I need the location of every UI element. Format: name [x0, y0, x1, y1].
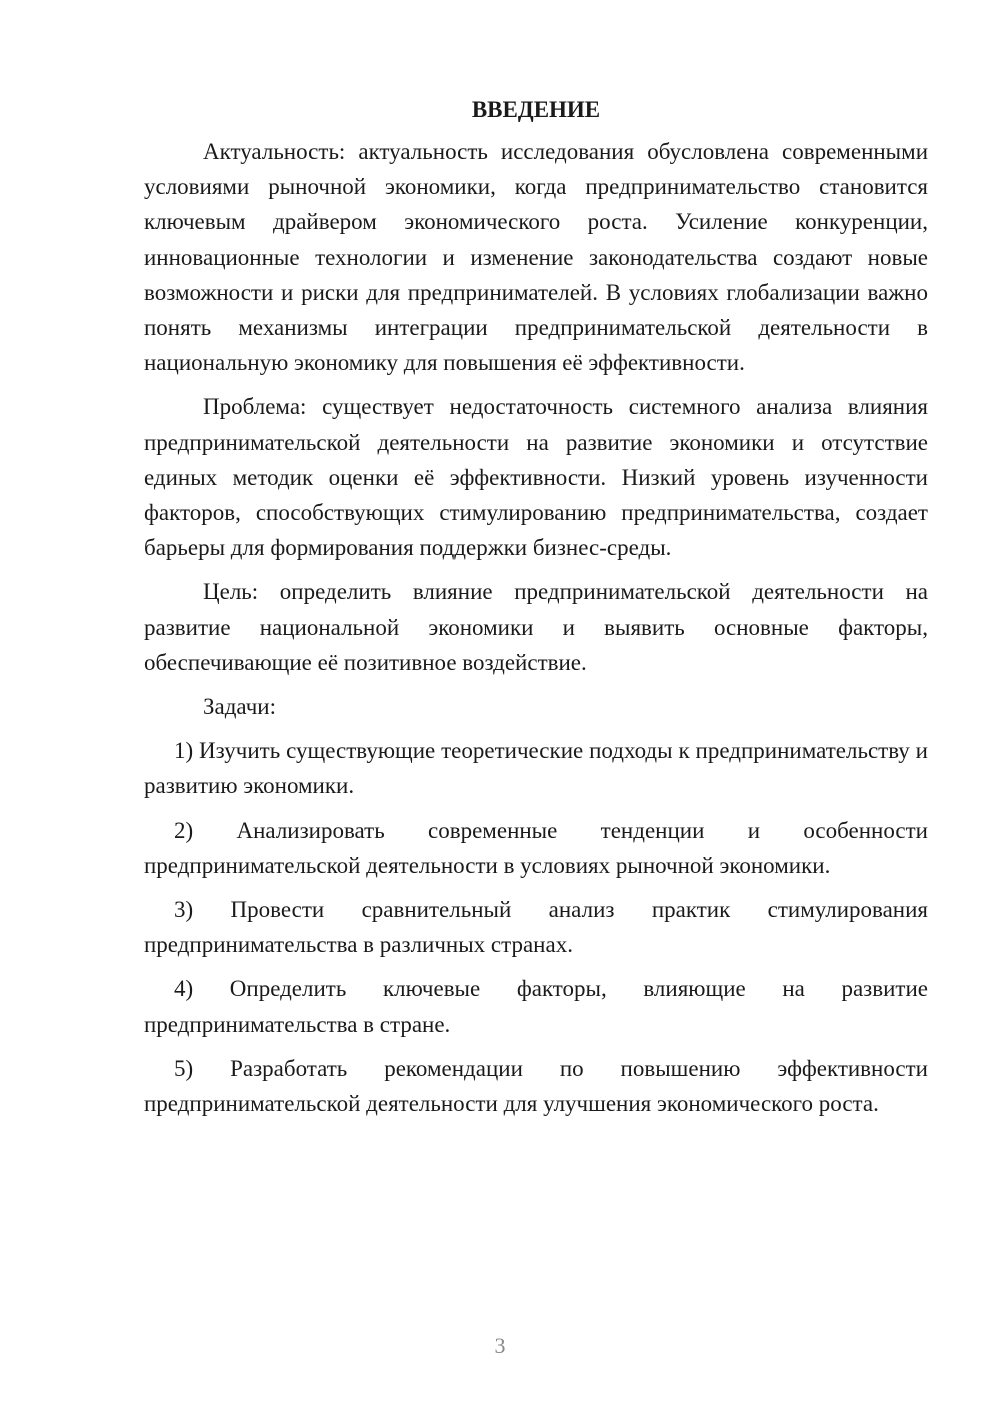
page-number: 3: [494, 1333, 506, 1358]
paragraph-goal: Цель: определить влияние предпринимательской деятельности на развитие национальной экономики и выявить основные факторы, обеспечивающие её позитивное воздействие.: [144, 579, 928, 675]
task-item-2: 2) Анализировать современные тенденции и особенности предпринимательской деятельности в условиях рыночной экономики.: [144, 817, 928, 878]
task-item-3: 3) Провести сравнительный анализ практик стимулирования предпринимательства в различных странах.: [144, 897, 928, 958]
task-item-1: 1) Изучить существующие теоретические подходы к предпринимательству и развитию экономики.: [144, 738, 928, 799]
paragraph-relevance: Актуальность: актуальность исследования обусловлена современными условиями рыночной экономики, когда предпринимательство становится ключевым драйвером экономического роста. Усиление конкуренции, инновационные технологии и изменение законодательства создают новые возможности и риски для предпринимателей. В условиях глобализации важно понять механизмы интеграции предпринимательской деятельности в национальную экономику для повышения её эффективности.: [144, 139, 928, 376]
paragraph-tasks-heading: Задачи:: [203, 694, 276, 720]
paragraph-problem: Проблема: существует недостаточность системного анализа влияния предпринимательской деятельности на развитие экономики и отсутствие единых методик оценки её эффективности. Низкий уровень изученности факторов, способствующих стимулированию предпринимательства, создает барьеры для формирования поддержки бизнес-среды.: [144, 394, 928, 561]
section-title: ВВЕДЕНИЕ: [471, 97, 601, 122]
page-content: [144, 92, 928, 1130]
task-item-4: 4) Определить ключевые факторы, влияющие на развитие предпринимательства в стране.: [144, 976, 928, 1037]
task-item-5: 5) Разработать рекомендации по повышению эффективности предпринимательской деятельности для улучшения экономического роста.: [144, 1055, 928, 1117]
